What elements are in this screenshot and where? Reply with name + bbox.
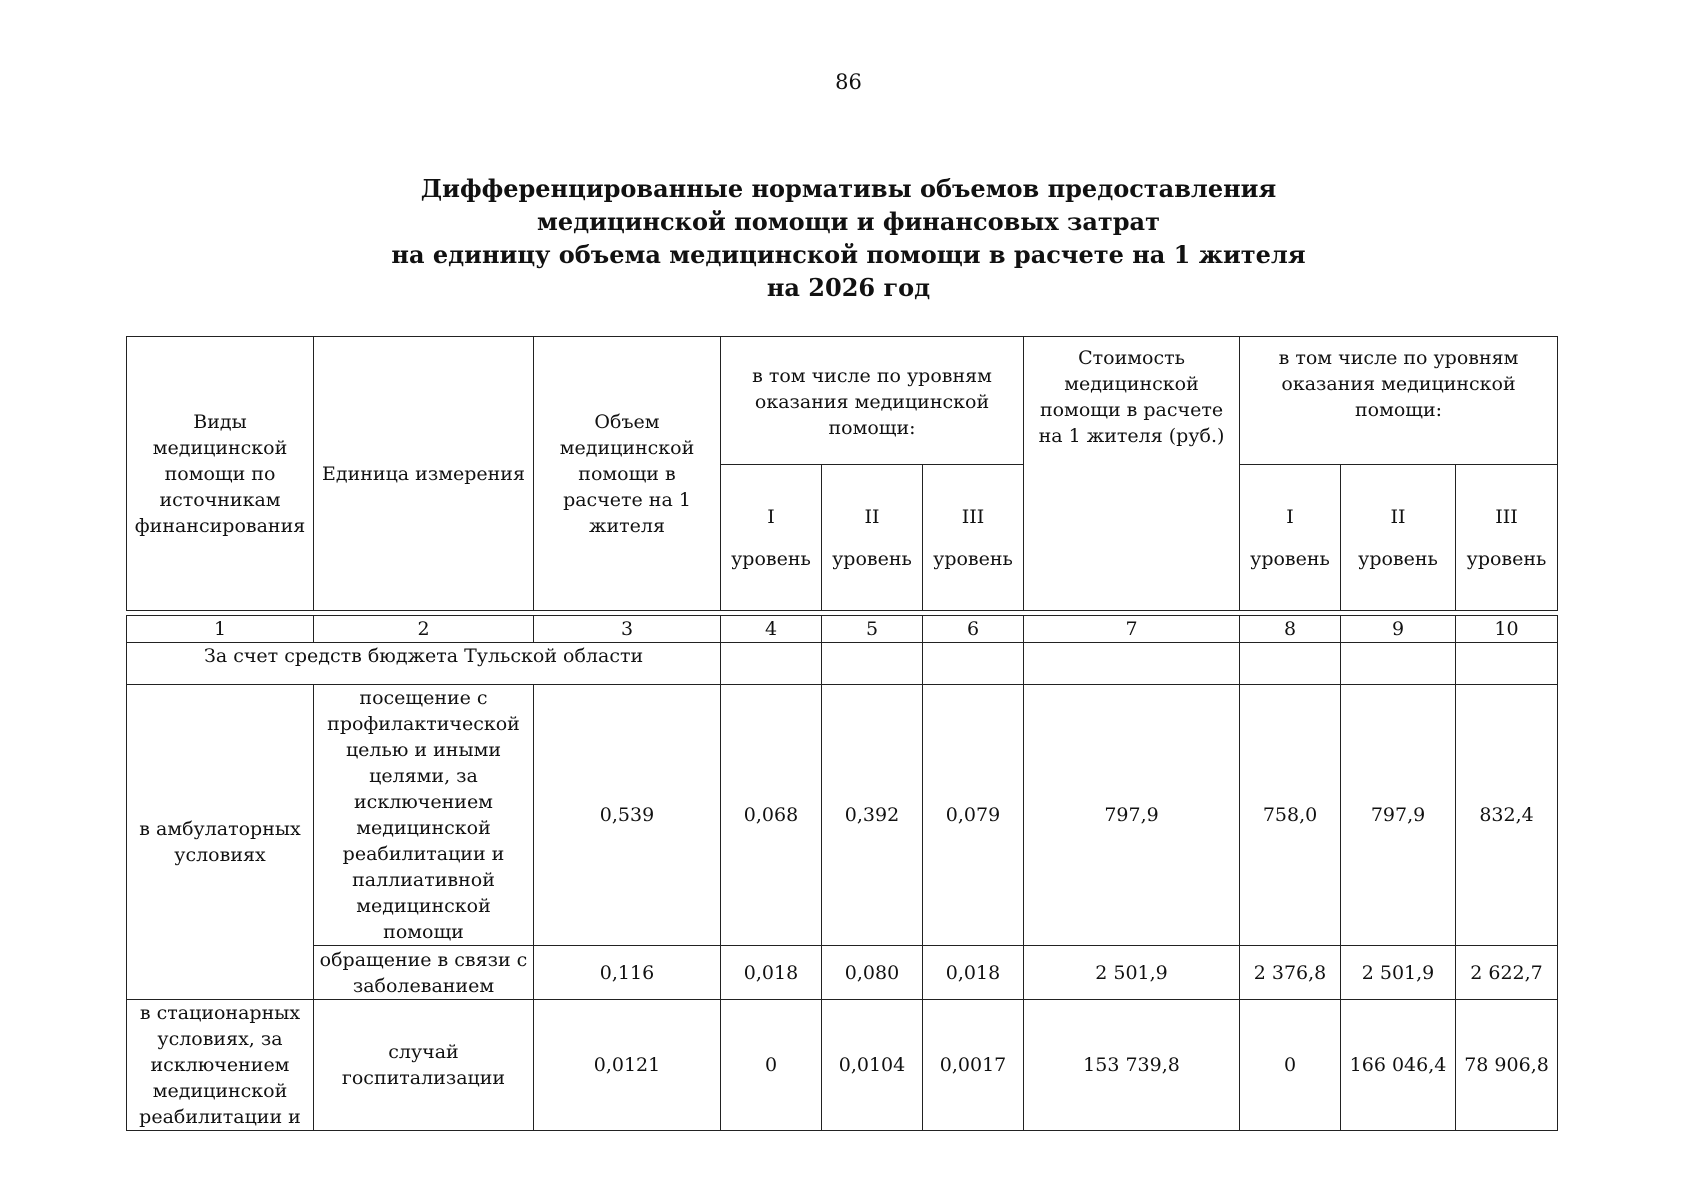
volume-cell: 0,116 xyxy=(534,946,721,1000)
norms-table xyxy=(126,336,1558,1131)
col-number: 9 xyxy=(1341,616,1456,643)
cost-level-2: 166 046,4 xyxy=(1341,1000,1456,1131)
cost-level-2: 797,9 xyxy=(1341,685,1456,946)
cost-level-3: 78 906,8 xyxy=(1456,1000,1558,1131)
cost-cell: 797,9 xyxy=(1024,685,1240,946)
volume-level-2: 0,080 xyxy=(822,946,923,1000)
header-cost: Стоимость медицинской помощи в расчете на 1 жителя (руб.) xyxy=(1024,337,1240,611)
level-II-label: II xyxy=(864,505,880,528)
col-number: 5 xyxy=(822,616,923,643)
header-level-10 xyxy=(1456,465,1558,611)
volume-level-3: 0,0017 xyxy=(923,1000,1024,1131)
cost-cell: 153 739,8 xyxy=(1024,1000,1240,1131)
header-level-8 xyxy=(1240,465,1341,611)
empty-cell xyxy=(1456,643,1558,685)
cost-level-1: 758,0 xyxy=(1240,685,1341,946)
table-row xyxy=(127,685,1558,946)
header-level-9 xyxy=(1341,465,1456,611)
empty-cell xyxy=(721,643,822,685)
volume-level-2: 0,392 xyxy=(822,685,923,946)
level-word: уровень xyxy=(1250,547,1330,570)
title-line-4: на 2026 год xyxy=(766,273,931,302)
volume-level-2: 0,0104 xyxy=(822,1000,923,1131)
volume-level-1: 0,018 xyxy=(721,946,822,1000)
header-level-5 xyxy=(822,465,923,611)
section-title: За счет средств бюджета Тульской области xyxy=(127,643,721,685)
level-word: уровень xyxy=(1358,547,1438,570)
column-number-row xyxy=(127,616,1558,643)
col-number: 6 xyxy=(923,616,1024,643)
header-cost-levels: в том числе по уровням оказания медицинской помощи: xyxy=(1240,337,1558,465)
level-I-label: I xyxy=(1286,505,1294,528)
table-row xyxy=(127,1000,1558,1131)
volume-level-3: 0,079 xyxy=(923,685,1024,946)
header-row-1 xyxy=(127,337,1558,465)
empty-cell xyxy=(923,643,1024,685)
header-types: Виды медицинской помощи по источникам финансирования xyxy=(127,337,314,611)
cost-level-3: 832,4 xyxy=(1456,685,1558,946)
header-volume: Объем медицинской помощи в расчете на 1 жителя xyxy=(534,337,721,611)
cost-level-3: 2 622,7 xyxy=(1456,946,1558,1000)
level-word: уровень xyxy=(832,547,912,570)
level-II-label: II xyxy=(1390,505,1406,528)
volume-level-1: 0 xyxy=(721,1000,822,1131)
level-word: уровень xyxy=(1466,547,1547,570)
empty-cell xyxy=(1341,643,1456,685)
level-III-label: III xyxy=(1495,505,1518,528)
table-row xyxy=(127,946,1558,1000)
unit-cell: посещение с профилактической целью и иными целями, за исключением медицинской реабилитации и паллиативной медицинской помощи xyxy=(314,685,534,946)
col-number: 7 xyxy=(1024,616,1240,643)
level-word: уровень xyxy=(933,547,1013,570)
header-level-4 xyxy=(721,465,822,611)
header-volume-levels: в том числе по уровням оказания медицинской помощи: xyxy=(721,337,1024,465)
empty-cell xyxy=(1240,643,1341,685)
cost-level-1: 0 xyxy=(1240,1000,1341,1131)
care-type: в стационарных условиях, за исключением медицинской реабилитации и xyxy=(127,1000,314,1131)
document-title xyxy=(0,172,1697,304)
title-line-3: на единицу объема медицинской помощи в расчете на 1 жителя xyxy=(391,240,1306,269)
col-number: 3 xyxy=(534,616,721,643)
level-word: уровень xyxy=(731,547,811,570)
empty-cell xyxy=(1024,643,1240,685)
page-number: 86 xyxy=(835,70,862,94)
title-line-2: медицинской помощи и финансовых затрат xyxy=(537,207,1160,236)
cost-level-1: 2 376,8 xyxy=(1240,946,1341,1000)
header-unit: Единица измерения xyxy=(314,337,534,611)
care-type: в амбулаторных условиях xyxy=(127,685,314,1000)
col-number: 4 xyxy=(721,616,822,643)
title-line-1: Дифференцированные нормативы объемов предоставления xyxy=(420,174,1277,203)
unit-cell: обращение в связи с заболеванием xyxy=(314,946,534,1000)
volume-cell: 0,0121 xyxy=(534,1000,721,1131)
cost-level-2: 2 501,9 xyxy=(1341,946,1456,1000)
empty-cell xyxy=(822,643,923,685)
cost-cell: 2 501,9 xyxy=(1024,946,1240,1000)
level-III-label: III xyxy=(961,505,985,528)
volume-cell: 0,539 xyxy=(534,685,721,946)
unit-cell: случай госпитализации xyxy=(314,1000,534,1131)
header-level-6 xyxy=(923,465,1024,611)
col-number: 8 xyxy=(1240,616,1341,643)
section-row xyxy=(127,643,1558,685)
col-number: 1 xyxy=(127,616,314,643)
col-number: 2 xyxy=(314,616,534,643)
volume-level-3: 0,018 xyxy=(923,946,1024,1000)
volume-level-1: 0,068 xyxy=(721,685,822,946)
level-I-label: I xyxy=(767,505,775,528)
col-number: 10 xyxy=(1456,616,1558,643)
